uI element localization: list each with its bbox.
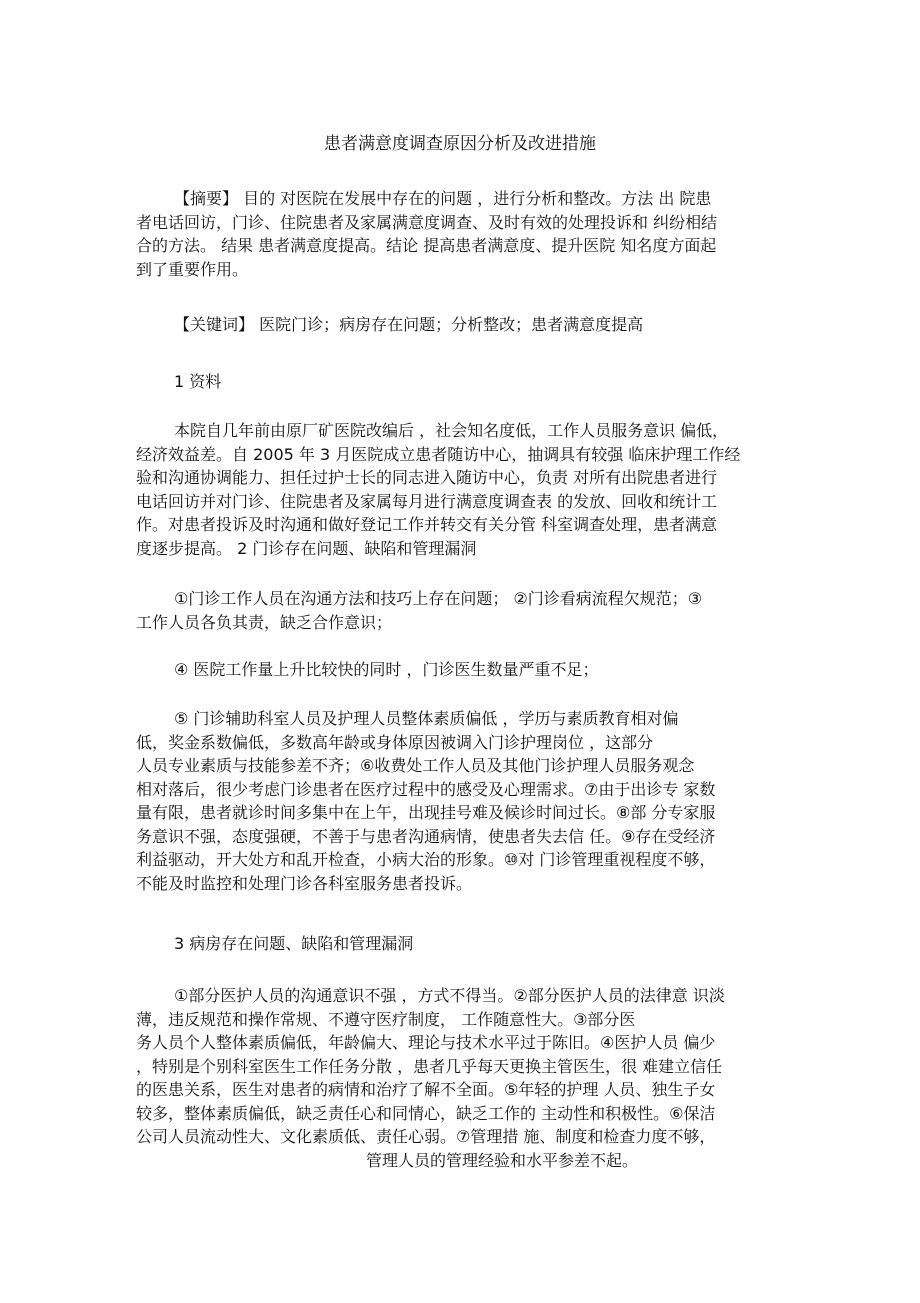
outpatient-issues-paragraph-1 — [136, 587, 786, 634]
keywords-line: 【关键词】 医院门诊；病房存在问题；分析整改；患者满意度提高 — [174, 315, 644, 334]
section-1-paragraph — [136, 419, 786, 560]
outpatient-line: 低，奖金系数偏低，多数高年龄或身体原因被调入门诊护理岗位 ，这部分 — [136, 732, 654, 752]
abstract-line: 到了重要作用。 — [136, 259, 249, 279]
outpatient-issues-paragraph-2: ④ 医院工作量上升比较快的同时 ，门诊医生数量严重不足； — [174, 660, 599, 679]
section-1-line: 作。对患者投诉及时沟通和做好登记工作并转交有关分管 科室调查处理，患者满意 — [136, 515, 718, 534]
section-1-line: 电话回访并对门诊、住院患者及家属每月进行满意度调查表 的发放、回收和统计工 — [136, 491, 718, 511]
section-3-line: 薄，违反规范和操作常规、不遵守医疗制度， 工作随意性大。③部分医 — [136, 1009, 636, 1029]
section-3-line: 务人员个人整体素质偏低，年龄偏大、理论与技术水平过于陈旧。④医护人员 偏少 — [136, 1033, 716, 1052]
section-3-line: 公司人员流动性大、文化素质低、责任心弱。⑦管理措 施、制度和检查力度不够， — [136, 1127, 716, 1146]
outpatient-line: 人员专业素质与技能参差不齐；⑥收费处工作人员及其他门诊护理人员服务观念 — [136, 756, 695, 775]
section-1-heading: 1 资料 — [174, 372, 222, 391]
outpatient-line: 量有限，患者就诊时间多集中在上午，出现挂号难及候诊时间过长。⑧部 分专家服 — [136, 803, 716, 822]
section-1-line: 本院自几年前由原厂矿医院改编后 ，社会知名度低，工作人员服务意识 偏低， — [174, 421, 729, 440]
section-3-line: 较多，整体素质偏低，缺乏责任心和同情心，缺乏工作的 主动性和积极性。⑥保洁 — [136, 1103, 716, 1123]
section-1-line: 度逐步提高。 2 门诊存在问题、缺陷和管理漏洞 — [136, 538, 477, 558]
section-3-line: 管理人员的管理经验和水平参差不起。 — [366, 1150, 639, 1170]
section-3-line: ，特别是个别科室医生工作任务分散 ，患者几乎每天更换主管医生，很 难建立信任 — [136, 1056, 723, 1076]
section-1-line: 验和沟通协调能力、担任过护士长的同志进入随访中心，负责 对所有出院患者进行 — [136, 468, 718, 487]
outpatient-line: 不能及时监控和处理门诊各科室服务患者投诉。 — [136, 873, 473, 893]
outpatient-line: ①门诊工作人员在沟通方法和技巧上存在问题； ②门诊看病流程欠规范；③ — [174, 589, 703, 608]
section-1-line: 经济效益差。自 2005 年 3 月医院成立患者随访中心，抽调具有较强 临床护理工作经 — [136, 444, 741, 464]
document-title: 患者满意度调查原因分析及改进措施 — [324, 134, 596, 154]
section-3-heading: 3 病房存在问题、缺陷和管理漏洞 — [174, 934, 414, 953]
outpatient-issues-paragraph-3 — [136, 707, 786, 895]
abstract-paragraph — [136, 187, 786, 281]
abstract-line: 【摘要】 目的 对医院在发展中存在的问题 ，进行分析和整改。方法 出 院患 — [174, 189, 712, 208]
section-3-line: 的医患关系，医生对患者的病情和治疗了解不全面。⑤年轻的护理 人员、独生子女 — [136, 1080, 716, 1099]
outpatient-line: ⑤ 门诊辅助科室人员及护理人员整体素质偏低 ，学历与素质教育相对偏 — [174, 709, 679, 728]
abstract-line: 合的方法。 结果 患者满意度提高。结论 提高患者满意度、提升医院 知名度方面起 — [136, 236, 717, 255]
section-3-paragraph — [136, 984, 786, 1172]
outpatient-line: 务意识不强，态度强硬，不善于与患者沟通病情，使患者失去信 任。⑨存在受经济 — [136, 826, 716, 846]
section-3-line: ①部分医护人员的沟通意识不强 ，方式不得当。②部分医护人员的法律意 识淡 — [174, 986, 725, 1005]
outpatient-line: 相对落后，很少考虑门诊患者在医疗过程中的感受及心理需求。⑦由于出诊专 家数 — [136, 779, 716, 799]
abstract-line: 者电话回访，门诊、住院患者及家属满意度调查、及时有效的处理投诉和 纠纷相结 — [136, 212, 718, 232]
outpatient-line: 工作人员各负其责，缺乏合作意识； — [136, 612, 393, 632]
outpatient-line: 利益驱动，开大处方和乱开检查，小病大治的形象。⑩对 门诊管理重视程度不够， — [136, 850, 716, 869]
